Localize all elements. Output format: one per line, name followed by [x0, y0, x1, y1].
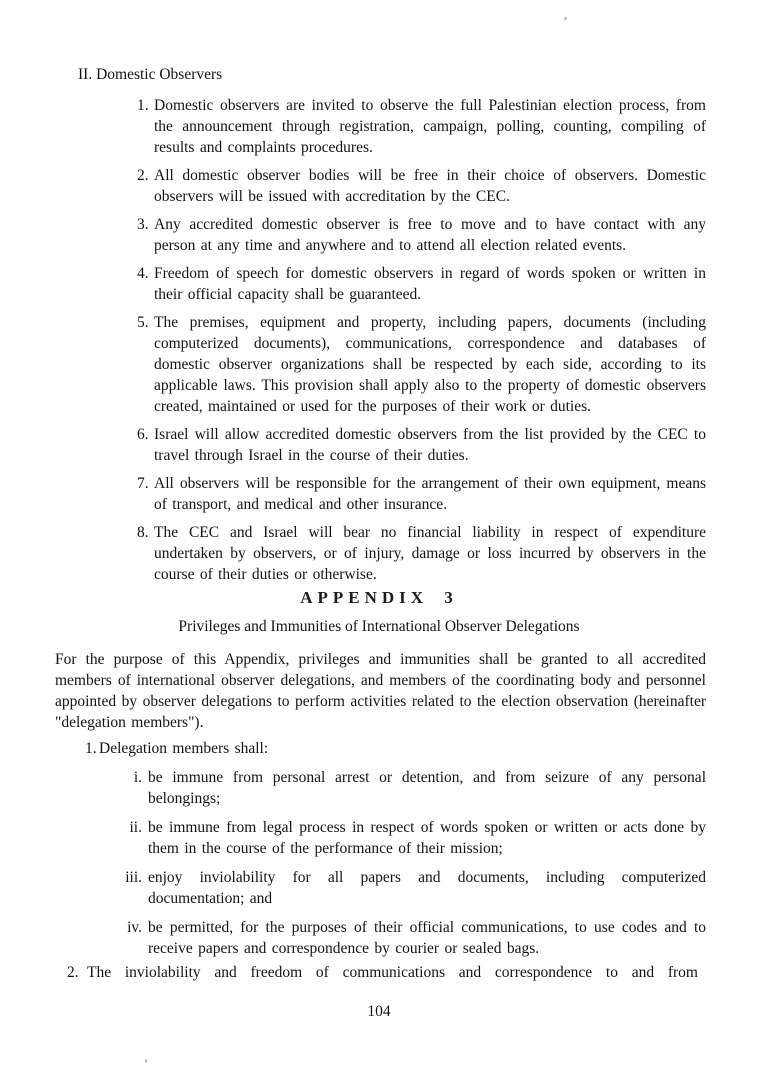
roman-list-item: [122, 767, 706, 809]
list-item: [137, 214, 706, 256]
item-number: 3.: [137, 216, 149, 233]
section-heading-label: Domestic Observers: [96, 66, 223, 83]
list-item: [137, 263, 706, 305]
item-text: All observers will be responsible for the arrangement of their own equipment, means of transport, and medical and other insurance.: [154, 475, 706, 513]
list-item: [67, 962, 698, 983]
item-number: i.: [133, 769, 142, 786]
item-text: enjoy inviolability for all papers and documents, including computerized documentation; and: [148, 869, 706, 907]
item-text: Israel will allow accredited domestic observers from the list provided by the CEC to travel through Israel in the course of their duties.: [154, 426, 706, 464]
list-item: [137, 165, 706, 207]
item-number: ii.: [129, 819, 142, 836]
item-number: iv.: [127, 919, 142, 936]
domestic-observers-list: [137, 95, 706, 585]
roman-list-item: [122, 917, 706, 959]
list-item: [137, 473, 706, 515]
item-number: 1.: [85, 740, 97, 757]
list-item: [137, 95, 706, 158]
item-number: iii.: [125, 869, 142, 886]
item-text: Delegation members shall:: [99, 740, 269, 757]
section-heading: [78, 64, 758, 85]
item-text: be immune from personal arrest or detention, and from seizure of any personal belongings;: [148, 769, 706, 807]
roman-list-item: [122, 867, 706, 909]
item-number: 4.: [137, 265, 149, 282]
item-number: 1.: [137, 97, 149, 114]
list-item: [137, 522, 706, 585]
item-text: The CEC and Israel will bear no financial liability in respect of expenditure undertaken by observers, or of injury, damage or loss incurred by observers in the course of their duties or otherwise.: [154, 524, 706, 583]
list-item: [137, 312, 706, 417]
section-heading-numeral: II.: [78, 66, 93, 83]
item-text: The inviolability and freedom of communications and correspondence to and from: [87, 964, 698, 981]
roman-sub-list: [122, 767, 706, 959]
appendix-title: APPENDIX 3: [300, 588, 458, 607]
appendix-intro-paragraph: For the purpose of this Appendix, privileges and immunities shall be granted to all accredited members of international observer delegations, and members of the coordinating body and personnel appointed by observer delegations to perform activities related to the election observation (hereinafter "delegation members").: [55, 651, 706, 731]
item-text: The premises, equipment and property, including papers, documents (including computerized documents), communications, correspondence and databases of domestic observer organizations shall be respected by each side, according to its applicable laws. This provision shall apply also to the property of domestic observers created, maintained or used for the purposes of their work or duties.: [154, 314, 706, 415]
scan-artifact: [145, 1059, 147, 1063]
item-number: 2.: [137, 167, 149, 184]
item-text: Freedom of speech for domestic observers in regard of words spoken or written in their official capacity shall be guaranteed.: [154, 265, 706, 303]
item-number: 7.: [137, 475, 149, 492]
item-text: All domestic observer bodies will be free in their choice of observers. Domestic observers will be issued with accreditation by the CEC.: [154, 167, 706, 205]
item-number: 8.: [137, 524, 149, 541]
item-text: be permitted, for the purposes of their official communications, to use codes and to receive papers and correspondence by courier or sealed bags.: [148, 919, 706, 957]
item-text: Any accredited domestic observer is free to move and to have contact with any person at any time and anywhere and to attend all election related events.: [154, 216, 706, 254]
item-text: be immune from legal process in respect of words spoken or written or acts done by them in the course of the performance of their mission;: [148, 819, 706, 857]
item-number: 6.: [137, 426, 149, 443]
item-number: 5.: [137, 314, 149, 331]
list-item: [85, 738, 706, 759]
roman-list-item: [122, 817, 706, 859]
item-number: 2.: [67, 964, 79, 981]
scan-artifact: [564, 17, 567, 20]
appendix-subtitle: Privileges and Immunities of International Observer Delegations: [178, 618, 580, 635]
list-item: [137, 424, 706, 466]
item-text: Domestic observers are invited to observe the full Palestinian election process, from the announcement through registration, campaign, polling, counting, compiling of results and complaints procedures.: [154, 97, 706, 156]
page-number: 104: [367, 1003, 391, 1020]
